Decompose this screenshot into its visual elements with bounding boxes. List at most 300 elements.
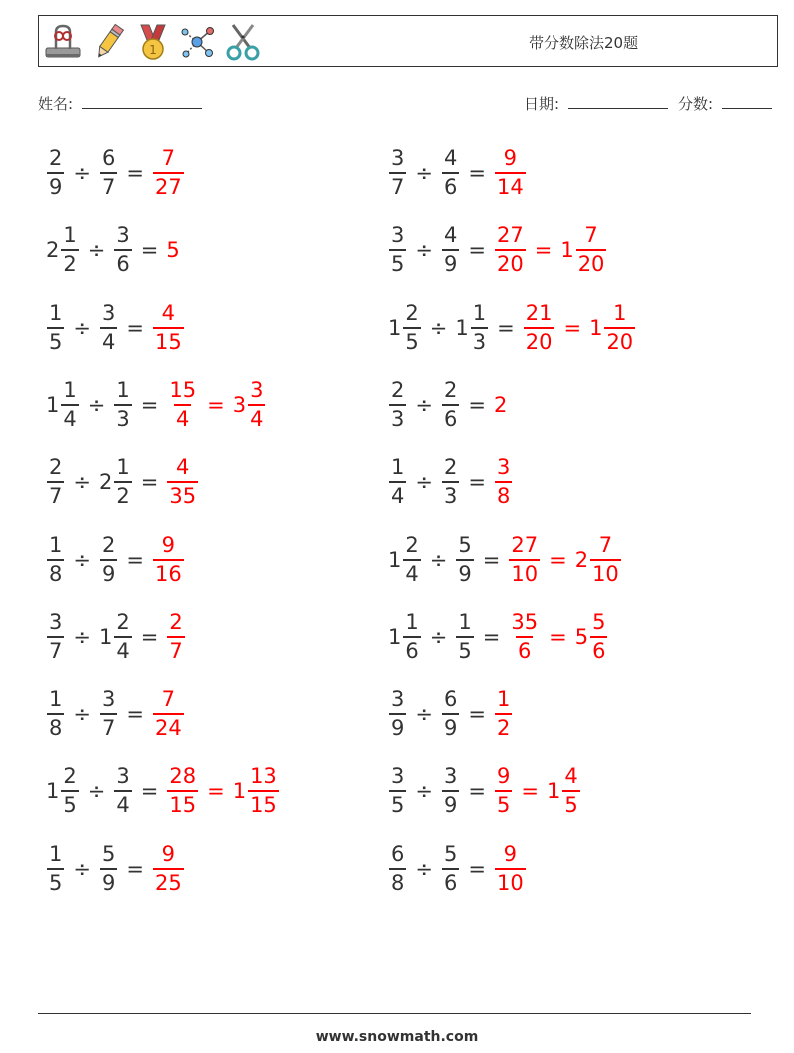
numerator: 1 — [613, 301, 627, 325]
mixed-number — [388, 535, 422, 585]
divide-sign: ÷ — [73, 548, 91, 572]
mixed-number — [547, 766, 581, 816]
numerator: 1 — [472, 301, 487, 325]
mixed-number — [99, 148, 118, 198]
answer — [560, 225, 607, 275]
denominator: 4 — [403, 559, 420, 585]
fraction — [389, 766, 406, 816]
mixed-number — [388, 303, 422, 353]
equals-sign: = — [468, 161, 486, 185]
numerator: 3 — [250, 378, 264, 402]
numerator: 1 — [458, 610, 472, 634]
fraction — [167, 766, 198, 816]
numerator: 4 — [161, 301, 176, 325]
denominator: 2 — [114, 481, 131, 507]
numerator: 3 — [496, 455, 511, 479]
numerator: 5 — [458, 533, 472, 557]
problem-11 — [388, 143, 527, 203]
numerator: 1 — [49, 301, 63, 325]
denominator: 9 — [442, 790, 459, 816]
whole-number: 2 — [493, 393, 508, 417]
mixed-number — [494, 393, 508, 417]
problem-13 — [388, 298, 636, 358]
date-label: 日期: — [524, 95, 560, 113]
equals-sign: = — [126, 548, 144, 572]
denominator: 7 — [100, 172, 117, 198]
mixed-number — [508, 535, 541, 585]
fraction — [604, 303, 635, 353]
fraction — [442, 689, 459, 739]
name-field — [38, 93, 202, 114]
divide-sign: ÷ — [87, 779, 106, 803]
whole-number: 1 — [46, 779, 60, 803]
date-field — [524, 93, 668, 114]
equals-sign: = — [126, 316, 144, 340]
mixed-number — [46, 225, 80, 275]
fraction — [114, 457, 131, 507]
equals-sign: = — [521, 779, 539, 803]
score-label: 分数: — [678, 95, 714, 113]
fraction — [47, 612, 64, 662]
fraction — [471, 303, 488, 353]
denominator: 6 — [114, 249, 131, 275]
equals-sign: = — [482, 548, 501, 572]
divide-sign: ÷ — [415, 393, 433, 417]
denominator: 6 — [442, 404, 459, 430]
whole-number: 2 — [98, 470, 113, 494]
fraction — [100, 689, 117, 739]
divide-sign: ÷ — [73, 702, 91, 726]
mixed-number — [575, 612, 609, 662]
fraction — [114, 766, 131, 816]
denominator: 7 — [389, 172, 406, 198]
fraction — [389, 844, 406, 894]
fraction — [47, 303, 64, 353]
denominator: 9 — [456, 559, 473, 585]
numerator: 4 — [443, 223, 458, 247]
numerator: 21 — [525, 301, 553, 325]
divide-sign: ÷ — [415, 779, 433, 803]
answer — [589, 303, 636, 353]
mixed-number — [494, 457, 513, 507]
numerator: 7 — [598, 533, 613, 557]
mixed-number — [388, 766, 407, 816]
mixed-number — [46, 766, 80, 816]
denominator: 4 — [114, 636, 131, 662]
numerator: 3 — [116, 223, 130, 247]
numerator: 3 — [101, 301, 116, 325]
divide-sign: ÷ — [73, 316, 91, 340]
denominator: 9 — [100, 559, 117, 585]
mixed-number — [46, 844, 65, 894]
numerator: 35 — [511, 610, 539, 634]
numerator: 6 — [443, 687, 458, 711]
mixed-number — [388, 457, 407, 507]
numerator: 2 — [101, 533, 116, 557]
svg-text:1: 1 — [149, 43, 157, 57]
mixed-number — [233, 380, 267, 430]
denominator: 7 — [167, 636, 184, 662]
fraction — [47, 457, 64, 507]
fraction — [495, 148, 526, 198]
fraction — [100, 148, 117, 198]
problem-1 — [46, 143, 185, 203]
fraction — [114, 225, 131, 275]
mixed-number — [46, 380, 80, 430]
mixed-number — [152, 844, 185, 894]
mixed-number — [99, 303, 118, 353]
fraction — [167, 612, 184, 662]
denominator: 4 — [389, 481, 406, 507]
numerator: 1 — [116, 455, 130, 479]
denominator: 5 — [562, 790, 579, 816]
mixed-number — [166, 457, 199, 507]
mixed-number — [441, 225, 460, 275]
whole-number: 1 — [388, 625, 402, 649]
mixed-number — [441, 457, 460, 507]
denominator: 2 — [61, 249, 78, 275]
numerator: 3 — [116, 764, 130, 788]
equals-sign: = — [468, 857, 486, 881]
numerator: 3 — [391, 146, 405, 170]
divide-sign: ÷ — [415, 702, 433, 726]
denominator: 8 — [495, 481, 512, 507]
answer — [547, 766, 581, 816]
denominator: 27 — [153, 172, 184, 198]
mixed-number — [113, 766, 132, 816]
answer — [494, 148, 527, 198]
answer — [152, 148, 185, 198]
answer — [508, 535, 541, 585]
denominator: 35 — [167, 481, 198, 507]
fraction — [389, 689, 406, 739]
denominator: 9 — [442, 713, 459, 739]
denominator: 8 — [389, 868, 406, 894]
fraction — [403, 612, 420, 662]
equals-sign: = — [126, 161, 144, 185]
numerator: 3 — [49, 610, 63, 634]
numerator: 2 — [391, 378, 405, 402]
worksheet-header — [38, 15, 778, 67]
fraction — [442, 457, 459, 507]
problem-9 — [46, 761, 280, 821]
molecule-icon — [177, 22, 217, 62]
numerator: 7 — [161, 687, 176, 711]
equals-sign: = — [126, 857, 144, 881]
problem-17 — [388, 607, 608, 667]
fraction — [495, 225, 526, 275]
denominator: 20 — [495, 249, 526, 275]
denominator: 9 — [442, 249, 459, 275]
answer — [166, 766, 199, 816]
equals-sign: = — [126, 702, 144, 726]
mixed-number — [46, 612, 65, 662]
denominator: 5 — [495, 790, 512, 816]
denominator: 9 — [100, 868, 117, 894]
fraction — [442, 148, 459, 198]
denominator: 10 — [509, 559, 540, 585]
problem-7 — [46, 607, 186, 667]
problem-18 — [388, 684, 513, 744]
fraction — [389, 457, 406, 507]
numerator: 7 — [161, 146, 176, 170]
fraction — [495, 457, 512, 507]
fraction — [442, 766, 459, 816]
fraction — [153, 148, 184, 198]
equals-sign: = — [140, 238, 159, 262]
fraction — [456, 535, 473, 585]
numerator: 27 — [496, 223, 524, 247]
numerator: 2 — [443, 378, 458, 402]
name-label: 姓名: — [38, 95, 74, 113]
equals-sign: = — [468, 470, 486, 494]
fraction — [248, 766, 279, 816]
answer — [152, 844, 185, 894]
whole-number: 1 — [546, 779, 561, 803]
fraction — [403, 535, 420, 585]
denominator: 8 — [47, 713, 64, 739]
answer — [152, 535, 185, 585]
date-blank-line — [568, 94, 668, 109]
mixed-number — [99, 535, 118, 585]
denominator: 8 — [47, 559, 64, 585]
mixed-number — [233, 766, 280, 816]
mixed-number — [494, 689, 513, 739]
fraction — [509, 535, 540, 585]
mixed-number — [494, 148, 527, 198]
fraction — [167, 457, 198, 507]
problem-3 — [46, 298, 185, 358]
answer — [494, 393, 508, 417]
divide-sign: ÷ — [429, 548, 448, 572]
numerator: 1 — [391, 455, 405, 479]
mixed-number — [388, 225, 407, 275]
mixed-number — [46, 535, 65, 585]
whole-number: 1 — [46, 393, 60, 417]
problem-6 — [46, 530, 185, 590]
denominator: 24 — [153, 713, 184, 739]
answer — [494, 844, 527, 894]
denominator: 4 — [174, 404, 191, 430]
denominator: 3 — [114, 404, 131, 430]
denominator: 3 — [471, 327, 488, 353]
binder-clip-icon — [43, 22, 83, 62]
numerator: 1 — [116, 378, 130, 402]
mixed-number — [113, 225, 132, 275]
whole-number: 3 — [232, 393, 247, 417]
whole-number: 5 — [166, 238, 180, 262]
mixed-number — [113, 380, 132, 430]
denominator: 5 — [47, 327, 64, 353]
fraction — [153, 689, 184, 739]
answer — [575, 535, 622, 585]
denominator: 9 — [389, 713, 406, 739]
whole-number: 1 — [388, 316, 402, 340]
mixed-number — [575, 535, 622, 585]
denominator: 4 — [61, 404, 78, 430]
denominator: 6 — [403, 636, 420, 662]
divide-sign: ÷ — [73, 470, 91, 494]
mixed-number — [560, 225, 607, 275]
numerator: 1 — [63, 223, 77, 247]
whole-number: 2 — [46, 238, 60, 262]
fraction — [524, 303, 555, 353]
fraction — [495, 689, 512, 739]
numerator: 9 — [161, 842, 176, 866]
equals-sign: = — [468, 393, 486, 417]
mixed-number — [46, 148, 65, 198]
problem-4 — [46, 375, 266, 435]
mixed-number — [508, 612, 541, 662]
numerator: 1 — [496, 687, 511, 711]
numerator: 2 — [443, 455, 458, 479]
mixed-number — [166, 238, 180, 262]
numerator: 9 — [496, 764, 511, 788]
fraction — [100, 535, 117, 585]
denominator: 15 — [167, 790, 198, 816]
numerator: 3 — [391, 764, 405, 788]
numerator: 4 — [176, 455, 190, 479]
divide-sign: ÷ — [415, 857, 433, 881]
answer — [166, 380, 199, 430]
mixed-number — [388, 689, 407, 739]
denominator: 6 — [516, 636, 533, 662]
mixed-number — [523, 303, 556, 353]
divide-sign: ÷ — [415, 238, 433, 262]
divide-sign: ÷ — [429, 625, 448, 649]
fraction — [495, 766, 512, 816]
medal-icon — [133, 22, 173, 62]
answer — [152, 303, 185, 353]
whole-number: 1 — [98, 625, 113, 649]
numerator: 1 — [49, 533, 63, 557]
denominator: 2 — [495, 713, 512, 739]
fraction — [442, 225, 459, 275]
answer — [233, 766, 280, 816]
numerator: 9 — [503, 842, 518, 866]
fraction — [61, 380, 78, 430]
equals-sign: = — [140, 393, 159, 417]
denominator: 25 — [153, 868, 184, 894]
divide-sign: ÷ — [415, 470, 433, 494]
equals-sign: = — [207, 779, 225, 803]
answer — [494, 689, 513, 739]
whole-number: 1 — [589, 316, 603, 340]
scissors-icon — [223, 22, 263, 62]
mixed-number — [166, 766, 199, 816]
equals-sign: = — [482, 625, 501, 649]
mixed-number — [46, 689, 65, 739]
numerator: 1 — [405, 610, 419, 634]
answer — [575, 612, 609, 662]
divide-sign: ÷ — [73, 857, 91, 881]
equals-sign: = — [549, 548, 567, 572]
mixed-number — [166, 612, 185, 662]
divide-sign: ÷ — [87, 393, 106, 417]
fraction — [100, 303, 117, 353]
problem-2 — [46, 220, 181, 280]
denominator: 5 — [61, 790, 78, 816]
footer-divider — [38, 1013, 751, 1014]
numerator: 2 — [49, 455, 63, 479]
numerator: 9 — [161, 533, 176, 557]
fraction — [442, 380, 459, 430]
denominator: 6 — [442, 172, 459, 198]
divide-sign: ÷ — [87, 238, 106, 262]
numerator: 2 — [405, 301, 419, 325]
numerator: 5 — [592, 610, 606, 634]
mixed-number — [494, 844, 527, 894]
fraction — [456, 612, 473, 662]
fraction — [61, 766, 78, 816]
denominator: 7 — [47, 636, 64, 662]
numerator: 2 — [49, 146, 63, 170]
denominator: 3 — [389, 404, 406, 430]
mixed-number — [494, 766, 513, 816]
mixed-number — [388, 380, 407, 430]
mixed-number — [441, 844, 460, 894]
mixed-number — [388, 844, 407, 894]
denominator: 15 — [153, 327, 184, 353]
numerator: 3 — [391, 223, 405, 247]
mixed-number — [589, 303, 636, 353]
footer-url: www.snowmath.com — [315, 1029, 479, 1045]
answer — [152, 689, 185, 739]
denominator: 3 — [442, 481, 459, 507]
problem-14 — [388, 375, 508, 435]
mixed-number — [99, 457, 133, 507]
denominator: 6 — [442, 868, 459, 894]
name-blank-line — [82, 94, 202, 109]
answer — [523, 303, 556, 353]
equals-sign: = — [140, 470, 159, 494]
mixed-number — [441, 689, 460, 739]
mixed-number — [388, 612, 422, 662]
denominator: 7 — [47, 481, 64, 507]
mixed-number — [152, 535, 185, 585]
equals-sign: = — [140, 625, 159, 649]
denominator: 15 — [248, 790, 279, 816]
answer — [166, 612, 185, 662]
fraction — [153, 535, 184, 585]
denominator: 5 — [456, 636, 473, 662]
problem-8 — [46, 684, 185, 744]
score-field — [678, 93, 772, 114]
mixed-number — [99, 844, 118, 894]
numerator: 2 — [116, 610, 130, 634]
denominator: 5 — [403, 327, 420, 353]
fraction — [389, 380, 406, 430]
denominator: 20 — [524, 327, 555, 353]
denominator: 5 — [47, 868, 64, 894]
denominator: 10 — [495, 868, 526, 894]
problem-19 — [388, 761, 581, 821]
mixed-number — [152, 303, 185, 353]
mixed-number — [46, 303, 65, 353]
equals-sign: = — [534, 238, 553, 262]
fraction — [47, 689, 64, 739]
problem-15 — [388, 452, 513, 512]
problem-12 — [388, 220, 607, 280]
problem-16 — [388, 530, 622, 590]
answer — [494, 225, 527, 275]
fraction — [562, 766, 579, 816]
mixed-number — [441, 766, 460, 816]
numerator: 1 — [49, 687, 63, 711]
mixed-number — [166, 380, 199, 430]
denominator: 7 — [100, 713, 117, 739]
denominator: 20 — [604, 327, 635, 353]
